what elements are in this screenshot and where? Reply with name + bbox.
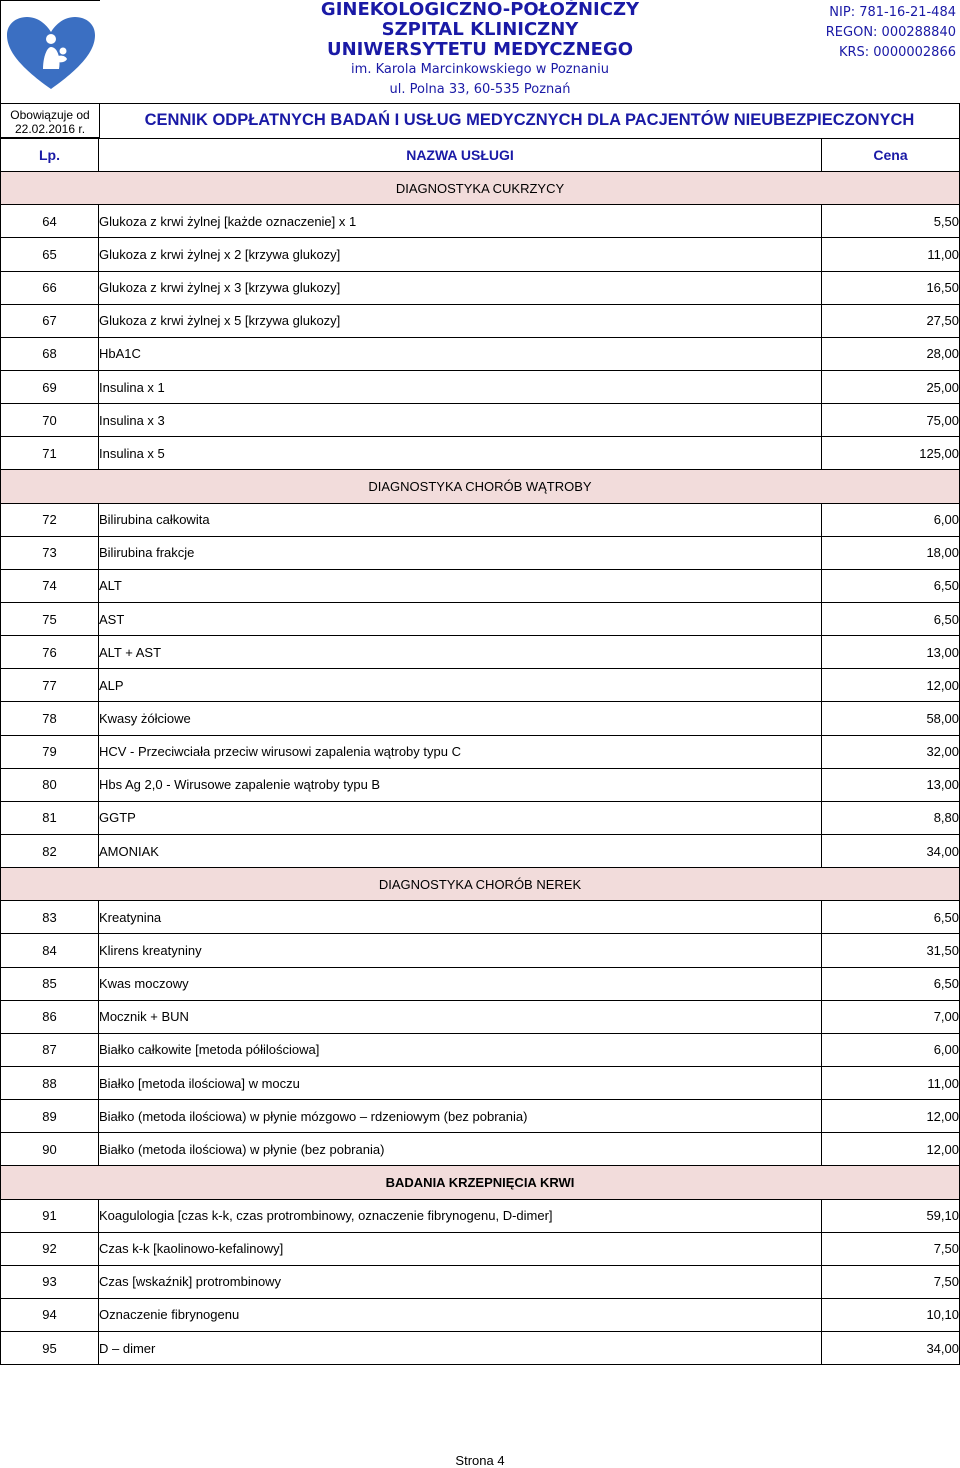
- table-row: [1, 1033, 960, 1066]
- valid-from-date: 22.02.2016 r.: [14, 122, 86, 136]
- table-row: [1, 1265, 960, 1298]
- section-header-row: [1, 1166, 960, 1199]
- table-row: [1, 834, 960, 867]
- service-name: Bilirubina frakcje: [99, 536, 822, 569]
- service-name: HbA1C: [99, 337, 822, 370]
- service-name: Glukoza z krwi żylnej x 2 [krzywa glukozy]: [99, 238, 822, 271]
- service-price: 11,00: [822, 1066, 960, 1099]
- hospital-name-block: [300, 0, 660, 103]
- row-number: 79: [1, 735, 99, 768]
- service-name: AST: [99, 602, 822, 635]
- table-row: [1, 1000, 960, 1033]
- service-price: 125,00: [822, 437, 960, 470]
- regon-number: REGON: 000288840: [825, 25, 956, 40]
- table-row: [1, 636, 960, 669]
- table-row: [1, 1199, 960, 1232]
- service-name: Koagulologia [czas k-k, czas protrombinowy, oznaczenie fibrynogenu, D-dimer]: [99, 1199, 822, 1232]
- row-number: 71: [1, 437, 99, 470]
- table-row: [1, 370, 960, 403]
- section-header-row: [1, 868, 960, 901]
- service-name: Kreatynina: [99, 901, 822, 934]
- service-name: Czas k-k [kaolinowo-kefalinowy]: [99, 1232, 822, 1265]
- service-price: 7,00: [822, 1000, 960, 1033]
- service-price: 12,00: [822, 1133, 960, 1166]
- column-header-price: Cena: [822, 139, 960, 172]
- table-row: [1, 437, 960, 470]
- service-price: 11,00: [822, 238, 960, 271]
- table-row: [1, 1066, 960, 1099]
- service-price: 58,00: [822, 702, 960, 735]
- service-name: Glukoza z krwi żylnej x 5 [krzywa glukozy]: [99, 304, 822, 337]
- krs-number: KRS: 0000002866: [838, 45, 956, 60]
- service-price: 27,50: [822, 304, 960, 337]
- table-row: [1, 1298, 960, 1331]
- service-name: Oznaczenie fibrynogenu: [99, 1298, 822, 1331]
- service-name: Glukoza z krwi żylnej x 3 [krzywa glukozy]: [99, 271, 822, 304]
- table-row: [1, 934, 960, 967]
- service-price: 5,50: [822, 205, 960, 238]
- service-name: D – dimer: [99, 1332, 822, 1365]
- row-number: 88: [1, 1066, 99, 1099]
- service-name: HCV - Przeciwciała przeciw wirusowi zapalenia wątroby typu C: [99, 735, 822, 768]
- service-price: 13,00: [822, 636, 960, 669]
- row-number: 81: [1, 801, 99, 834]
- service-name: Kwasy żółciowe: [99, 702, 822, 735]
- service-price: 59,10: [822, 1199, 960, 1232]
- service-price: 7,50: [822, 1232, 960, 1265]
- service-name: Insulina x 5: [99, 437, 822, 470]
- section-header-row: [1, 172, 960, 205]
- service-price: 12,00: [822, 1100, 960, 1133]
- service-name: Insulina x 1: [99, 370, 822, 403]
- page-number: Strona 4: [455, 1453, 505, 1468]
- row-number: 77: [1, 669, 99, 702]
- service-name: Białko całkowite [metoda półilościowa]: [99, 1033, 822, 1066]
- row-number: 78: [1, 702, 99, 735]
- table-row: [1, 404, 960, 437]
- service-price: 7,50: [822, 1265, 960, 1298]
- row-number: 95: [1, 1332, 99, 1365]
- hospital-name-line-1: GINEKOLOGICZNO-POŁOŻNICZY: [320, 0, 640, 20]
- price-list-title: CENNIK ODPŁATNYCH BADAŃ I USŁUG MEDYCZNYCH DLA PACJENTÓW NIEUBEZPIECZONYCH: [100, 103, 960, 138]
- row-number: 94: [1, 1298, 99, 1331]
- row-number: 85: [1, 967, 99, 1000]
- service-price: 6,50: [822, 569, 960, 602]
- table-row: [1, 967, 960, 1000]
- row-number: 82: [1, 834, 99, 867]
- service-name: GGTP: [99, 801, 822, 834]
- service-name: ALT + AST: [99, 636, 822, 669]
- service-name: Mocznik + BUN: [99, 1000, 822, 1033]
- table-row: [1, 901, 960, 934]
- registration-ids: [816, 3, 956, 63]
- row-number: 73: [1, 536, 99, 569]
- table-row: [1, 337, 960, 370]
- valid-from-box: [0, 103, 100, 138]
- row-number: 75: [1, 602, 99, 635]
- section-title: DIAGNOSTYKA CHORÓB WĄTROBY: [1, 470, 960, 503]
- valid-from-label: Obowiązuje od: [10, 108, 90, 122]
- service-price: 34,00: [822, 834, 960, 867]
- table-row: [1, 669, 960, 702]
- service-price: 6,00: [822, 503, 960, 536]
- row-number: 93: [1, 1265, 99, 1298]
- row-number: 84: [1, 934, 99, 967]
- section-title: BADANIA KRZEPNIĘCIA KRWI: [1, 1166, 960, 1199]
- service-price: 8,80: [822, 801, 960, 834]
- table-row: [1, 1332, 960, 1365]
- service-name: Bilirubina całkowita: [99, 503, 822, 536]
- hospital-address: ul. Polna 33, 60-535 Poznań: [389, 82, 571, 97]
- hospital-logo-box: [0, 0, 100, 103]
- service-price: 12,00: [822, 669, 960, 702]
- service-name: Białko [metoda ilościowa] w moczu: [99, 1066, 822, 1099]
- row-number: 87: [1, 1033, 99, 1066]
- service-price: 6,50: [822, 967, 960, 1000]
- row-number: 76: [1, 636, 99, 669]
- row-number: 67: [1, 304, 99, 337]
- column-header-lp: Lp.: [1, 139, 99, 172]
- service-price: 13,00: [822, 768, 960, 801]
- service-name: Insulina x 3: [99, 404, 822, 437]
- table-row: [1, 702, 960, 735]
- row-number: 72: [1, 503, 99, 536]
- row-number: 70: [1, 404, 99, 437]
- service-price: 6,50: [822, 901, 960, 934]
- heart-mother-child-logo-icon: [7, 17, 95, 91]
- price-table-body: [1, 172, 960, 1365]
- service-name: ALP: [99, 669, 822, 702]
- service-name: Hbs Ag 2,0 - Wirusowe zapalenie wątroby typu B: [99, 768, 822, 801]
- row-number: 69: [1, 370, 99, 403]
- table-row: [1, 735, 960, 768]
- column-header-name: NAZWA USŁUGI: [99, 139, 822, 172]
- service-name: AMONIAK: [99, 834, 822, 867]
- service-price: 6,00: [822, 1033, 960, 1066]
- row-number: 89: [1, 1100, 99, 1133]
- row-number: 86: [1, 1000, 99, 1033]
- table-row: [1, 503, 960, 536]
- table-row: [1, 536, 960, 569]
- row-number: 90: [1, 1133, 99, 1166]
- service-price: 75,00: [822, 404, 960, 437]
- table-header-row: [1, 139, 960, 172]
- service-price: 34,00: [822, 1332, 960, 1365]
- service-price: 6,50: [822, 602, 960, 635]
- table-row: [1, 602, 960, 635]
- hospital-patron: im. Karola Marcinkowskiego w Poznaniu: [351, 62, 609, 77]
- row-number: 80: [1, 768, 99, 801]
- row-number: 83: [1, 901, 99, 934]
- price-table: [0, 138, 960, 1365]
- service-price: 10,10: [822, 1298, 960, 1331]
- table-row: [1, 569, 960, 602]
- row-number: 68: [1, 337, 99, 370]
- service-name: Glukoza z krwi żylnej [każde oznaczenie] x 1: [99, 205, 822, 238]
- service-name: Klirens kreatyniny: [99, 934, 822, 967]
- table-row: [1, 271, 960, 304]
- service-name: Czas [wskaźnik] protrombinowy: [99, 1265, 822, 1298]
- table-row: [1, 801, 960, 834]
- service-price: 28,00: [822, 337, 960, 370]
- service-price: 32,00: [822, 735, 960, 768]
- row-number: 65: [1, 238, 99, 271]
- service-price: 18,00: [822, 536, 960, 569]
- hospital-name-line-2: SZPITAL KLINICZNY: [381, 19, 579, 40]
- table-row: [1, 768, 960, 801]
- row-number: 91: [1, 1199, 99, 1232]
- hospital-name-line-3: UNIWERSYTETU MEDYCZNEGO: [326, 39, 634, 60]
- service-price: 31,50: [822, 934, 960, 967]
- section-title: DIAGNOSTYKA CHORÓB NEREK: [1, 868, 960, 901]
- service-name: Białko (metoda ilościowa) w płynie mózgowo – rdzeniowym (bez pobrania): [99, 1100, 822, 1133]
- service-price: 16,50: [822, 271, 960, 304]
- section-header-row: [1, 470, 960, 503]
- table-row: [1, 1133, 960, 1166]
- table-row: [1, 1100, 960, 1133]
- row-number: 74: [1, 569, 99, 602]
- service-name: ALT: [99, 569, 822, 602]
- row-number: 64: [1, 205, 99, 238]
- table-row: [1, 238, 960, 271]
- table-row: [1, 304, 960, 337]
- row-number: 92: [1, 1232, 99, 1265]
- table-row: [1, 1232, 960, 1265]
- service-name: Kwas moczowy: [99, 967, 822, 1000]
- service-price: 25,00: [822, 370, 960, 403]
- table-row: [1, 205, 960, 238]
- row-number: 66: [1, 271, 99, 304]
- section-title: DIAGNOSTYKA CUKRZYCY: [1, 172, 960, 205]
- nip-number: NIP: 781-16-21-484: [829, 5, 956, 20]
- service-name: Białko (metoda ilościowa) w płynie (bez pobrania): [99, 1133, 822, 1166]
